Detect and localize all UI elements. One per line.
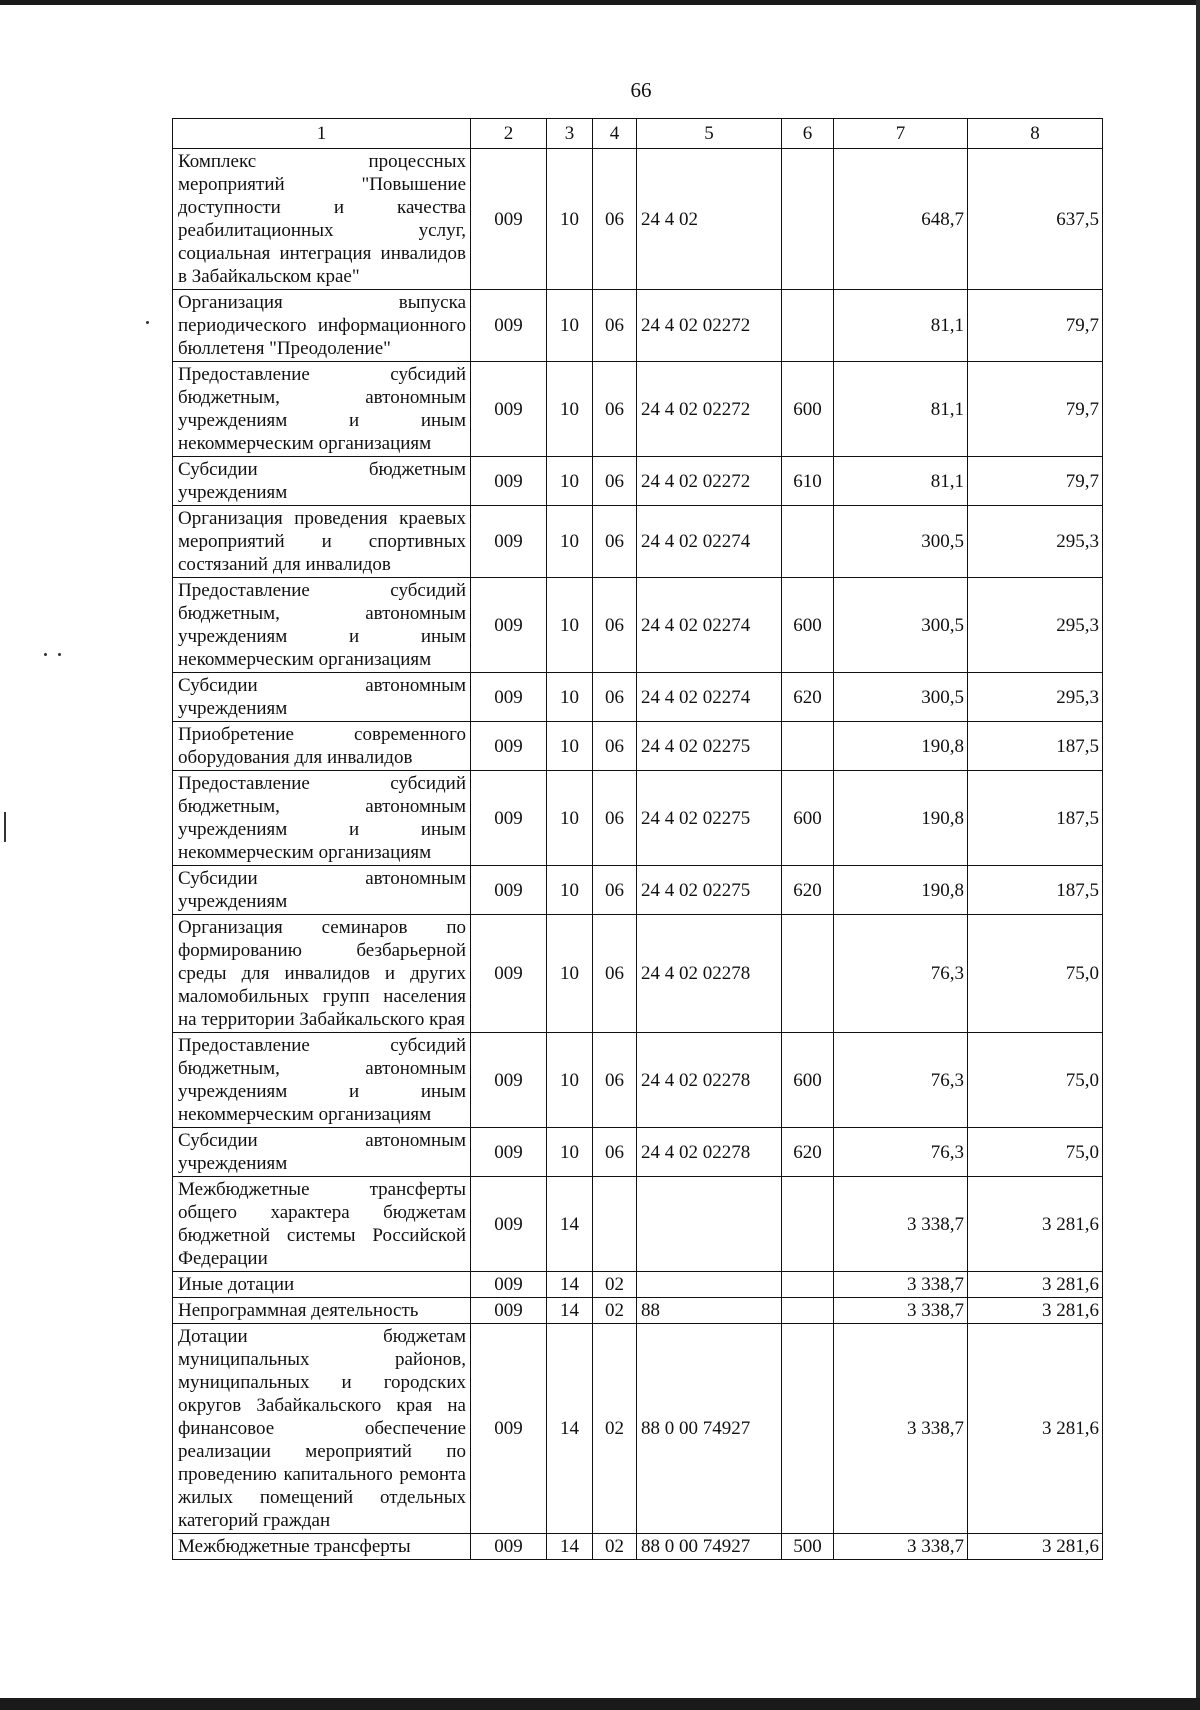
scan-dot-mark: [146, 321, 149, 324]
cell-amount-col7: 3 338,7: [834, 1534, 968, 1560]
table-row: [173, 1298, 1103, 1324]
cell-target-article: 24 4 02 02274: [637, 578, 782, 673]
cell-amount-col8: 187,5: [968, 866, 1103, 915]
cell-target-article: 88 0 00 74927: [637, 1324, 782, 1534]
cell-target-article: 24 4 02 02275: [637, 722, 782, 771]
cell-subsection: [593, 1177, 637, 1272]
cell-amount-col8: 3 281,6: [968, 1534, 1103, 1560]
cell-target-article: 24 4 02 02278: [637, 1033, 782, 1128]
cell-subsection: 06: [593, 1033, 637, 1128]
cell-amount-col7: 81,1: [834, 362, 968, 457]
cell-expense-type: 610: [782, 457, 834, 506]
cell-target-article: [637, 1272, 782, 1298]
cell-expense-type: 620: [782, 673, 834, 722]
table-row: [173, 673, 1103, 722]
cell-amount-col7: 300,5: [834, 578, 968, 673]
cell-target-article: 88 0 00 74927: [637, 1534, 782, 1560]
cell-expense-type: 600: [782, 1033, 834, 1128]
cell-subsection: 02: [593, 1324, 637, 1534]
table-row: [173, 1534, 1103, 1560]
row-name: Организация семинаров по формированию безбарьерной среды для инвалидов и других маломобильных групп населения на территории Забайкальского края: [173, 915, 471, 1033]
table-row: [173, 1177, 1103, 1272]
cell-ministry-code: 009: [471, 290, 547, 362]
cell-amount-col7: 190,8: [834, 722, 968, 771]
row-name: Непрограммная деятельность: [173, 1298, 471, 1324]
cell-section: 14: [547, 1272, 593, 1298]
row-name: Субсидии автономным учреждениям: [173, 673, 471, 722]
cell-subsection: 06: [593, 457, 637, 506]
cell-expense-type: 600: [782, 362, 834, 457]
cell-amount-col8: 637,5: [968, 149, 1103, 290]
table-row: [173, 362, 1103, 457]
cell-ministry-code: 009: [471, 915, 547, 1033]
table-row: [173, 722, 1103, 771]
cell-amount-col7: 81,1: [834, 290, 968, 362]
table-row: [173, 1324, 1103, 1534]
scan-edge-right: [1196, 0, 1200, 1710]
cell-expense-type: [782, 915, 834, 1033]
cell-section: 14: [547, 1534, 593, 1560]
cell-section: 14: [547, 1177, 593, 1272]
cell-ministry-code: 009: [471, 578, 547, 673]
cell-amount-col7: 3 338,7: [834, 1272, 968, 1298]
cell-amount-col8: 3 281,6: [968, 1272, 1103, 1298]
cell-target-article: 24 4 02 02274: [637, 506, 782, 578]
cell-section: 10: [547, 578, 593, 673]
cell-amount-col8: 75,0: [968, 1128, 1103, 1177]
table-row: [173, 290, 1103, 362]
row-name: Предоставление субсидий бюджетным, автономным учреждениям и иным некоммерческим организациям: [173, 771, 471, 866]
cell-ministry-code: 009: [471, 506, 547, 578]
cell-expense-type: [782, 1177, 834, 1272]
cell-section: 14: [547, 1324, 593, 1534]
cell-amount-col7: 76,3: [834, 915, 968, 1033]
cell-amount-col7: 76,3: [834, 1033, 968, 1128]
cell-expense-type: [782, 149, 834, 290]
row-name: Комплекс процессных мероприятий "Повышение доступности и качества реабилитационных услуг, социальная интеграция инвалидов в Забайкальском крае": [173, 149, 471, 290]
column-header: 4: [593, 119, 637, 149]
cell-target-article: 24 4 02 02272: [637, 457, 782, 506]
cell-ministry-code: 009: [471, 722, 547, 771]
cell-section: 10: [547, 673, 593, 722]
cell-amount-col8: 3 281,6: [968, 1177, 1103, 1272]
cell-amount-col7: 81,1: [834, 457, 968, 506]
cell-amount-col7: 190,8: [834, 866, 968, 915]
cell-amount-col7: 3 338,7: [834, 1298, 968, 1324]
column-header: 5: [637, 119, 782, 149]
cell-section: 14: [547, 1298, 593, 1324]
cell-section: 10: [547, 915, 593, 1033]
cell-amount-col8: 187,5: [968, 722, 1103, 771]
scan-margin-mark: [4, 812, 6, 842]
cell-amount-col8: 3 281,6: [968, 1298, 1103, 1324]
cell-section: 10: [547, 1033, 593, 1128]
cell-expense-type: [782, 290, 834, 362]
cell-target-article: 88: [637, 1298, 782, 1324]
cell-expense-type: 500: [782, 1534, 834, 1560]
table-header-row: [173, 119, 1103, 149]
cell-expense-type: [782, 1298, 834, 1324]
cell-subsection: 02: [593, 1272, 637, 1298]
table-row: [173, 506, 1103, 578]
cell-target-article: 24 4 02 02272: [637, 362, 782, 457]
budget-table: [172, 118, 1103, 1560]
cell-amount-col8: 79,7: [968, 362, 1103, 457]
cell-ministry-code: 009: [471, 1033, 547, 1128]
cell-subsection: 06: [593, 362, 637, 457]
cell-amount-col7: 76,3: [834, 1128, 968, 1177]
cell-ministry-code: 009: [471, 1298, 547, 1324]
cell-subsection: 06: [593, 866, 637, 915]
cell-amount-col8: 75,0: [968, 915, 1103, 1033]
row-name: Приобретение современного оборудования для инвалидов: [173, 722, 471, 771]
row-name: Организация выпуска периодического информационного бюллетеня "Преодоление": [173, 290, 471, 362]
cell-target-article: 24 4 02 02275: [637, 771, 782, 866]
cell-ministry-code: 009: [471, 1177, 547, 1272]
cell-ministry-code: 009: [471, 362, 547, 457]
cell-amount-col8: 187,5: [968, 771, 1103, 866]
row-name: Дотации бюджетам муниципальных районов, муниципальных и городских округов Забайкальского края на финансовое обеспечение реализации мероприятий по проведению капитального ремонта жилых помещений отдельных категорий граждан: [173, 1324, 471, 1534]
cell-target-article: [637, 1177, 782, 1272]
cell-amount-col8: 75,0: [968, 1033, 1103, 1128]
column-header: 3: [547, 119, 593, 149]
table-row: [173, 578, 1103, 673]
column-header: 7: [834, 119, 968, 149]
cell-subsection: 06: [593, 722, 637, 771]
cell-target-article: 24 4 02 02278: [637, 1128, 782, 1177]
cell-ministry-code: 009: [471, 149, 547, 290]
cell-target-article: 24 4 02 02272: [637, 290, 782, 362]
row-name: Субсидии бюджетным учреждениям: [173, 457, 471, 506]
row-name: Иные дотации: [173, 1272, 471, 1298]
cell-amount-col7: 3 338,7: [834, 1177, 968, 1272]
table-row: [173, 1272, 1103, 1298]
row-name: Субсидии автономным учреждениям: [173, 866, 471, 915]
cell-subsection: 06: [593, 290, 637, 362]
cell-amount-col7: 648,7: [834, 149, 968, 290]
table-row: [173, 1033, 1103, 1128]
table-row: [173, 149, 1103, 290]
cell-ministry-code: 009: [471, 1272, 547, 1298]
cell-target-article: 24 4 02: [637, 149, 782, 290]
scan-dot-mark: [44, 653, 47, 656]
cell-target-article: 24 4 02 02274: [637, 673, 782, 722]
cell-ministry-code: 009: [471, 1128, 547, 1177]
cell-ministry-code: 009: [471, 1324, 547, 1534]
cell-amount-col8: 3 281,6: [968, 1324, 1103, 1534]
cell-ministry-code: 009: [471, 771, 547, 866]
cell-subsection: 06: [593, 673, 637, 722]
cell-ministry-code: 009: [471, 673, 547, 722]
cell-subsection: 02: [593, 1534, 637, 1560]
cell-expense-type: 600: [782, 578, 834, 673]
cell-amount-col8: 295,3: [968, 578, 1103, 673]
cell-amount-col8: 79,7: [968, 457, 1103, 506]
cell-subsection: 06: [593, 771, 637, 866]
cell-subsection: 06: [593, 915, 637, 1033]
cell-ministry-code: 009: [471, 1534, 547, 1560]
cell-section: 10: [547, 1128, 593, 1177]
scan-dot-mark: [58, 653, 61, 656]
table-row: [173, 915, 1103, 1033]
cell-expense-type: [782, 1324, 834, 1534]
cell-expense-type: [782, 722, 834, 771]
cell-subsection: 06: [593, 1128, 637, 1177]
cell-section: 10: [547, 149, 593, 290]
cell-amount-col8: 295,3: [968, 506, 1103, 578]
column-header: 1: [173, 119, 471, 149]
scan-edge-bottom: [0, 1698, 1200, 1710]
cell-expense-type: 620: [782, 1128, 834, 1177]
table-row: [173, 771, 1103, 866]
cell-amount-col7: 300,5: [834, 673, 968, 722]
cell-section: 10: [547, 290, 593, 362]
row-name: Межбюджетные трансферты общего характера бюджетам бюджетной системы Российской Федерации: [173, 1177, 471, 1272]
cell-target-article: 24 4 02 02275: [637, 866, 782, 915]
cell-target-article: 24 4 02 02278: [637, 915, 782, 1033]
cell-ministry-code: 009: [471, 866, 547, 915]
row-name: Субсидии автономным учреждениям: [173, 1128, 471, 1177]
table-row: [173, 866, 1103, 915]
row-name: Предоставление субсидий бюджетным, автономным учреждениям и иным некоммерческим организациям: [173, 578, 471, 673]
table-row: [173, 1128, 1103, 1177]
cell-expense-type: [782, 506, 834, 578]
column-header: 2: [471, 119, 547, 149]
row-name: Предоставление субсидий бюджетным, автономным учреждениям и иным некоммерческим организациям: [173, 1033, 471, 1128]
cell-section: 10: [547, 457, 593, 506]
cell-section: 10: [547, 866, 593, 915]
scan-edge-top: [0, 0, 1200, 5]
cell-section: 10: [547, 506, 593, 578]
cell-amount-col8: 295,3: [968, 673, 1103, 722]
cell-expense-type: 600: [782, 771, 834, 866]
cell-expense-type: 620: [782, 866, 834, 915]
row-name: Межбюджетные трансферты: [173, 1534, 471, 1560]
cell-subsection: 06: [593, 578, 637, 673]
table-row: [173, 457, 1103, 506]
cell-section: 10: [547, 362, 593, 457]
cell-amount-col7: 3 338,7: [834, 1324, 968, 1534]
cell-section: 10: [547, 722, 593, 771]
cell-subsection: 02: [593, 1298, 637, 1324]
cell-amount-col7: 300,5: [834, 506, 968, 578]
cell-amount-col7: 190,8: [834, 771, 968, 866]
cell-amount-col8: 79,7: [968, 290, 1103, 362]
cell-ministry-code: 009: [471, 457, 547, 506]
row-name: Организация проведения краевых мероприятий и спортивных состязаний для инвалидов: [173, 506, 471, 578]
cell-expense-type: [782, 1272, 834, 1298]
column-header: 8: [968, 119, 1103, 149]
row-name: Предоставление субсидий бюджетным, автономным учреждениям и иным некоммерческим организациям: [173, 362, 471, 457]
column-header: 6: [782, 119, 834, 149]
page-number: 66: [630, 78, 652, 102]
cell-subsection: 06: [593, 506, 637, 578]
cell-section: 10: [547, 771, 593, 866]
cell-subsection: 06: [593, 149, 637, 290]
